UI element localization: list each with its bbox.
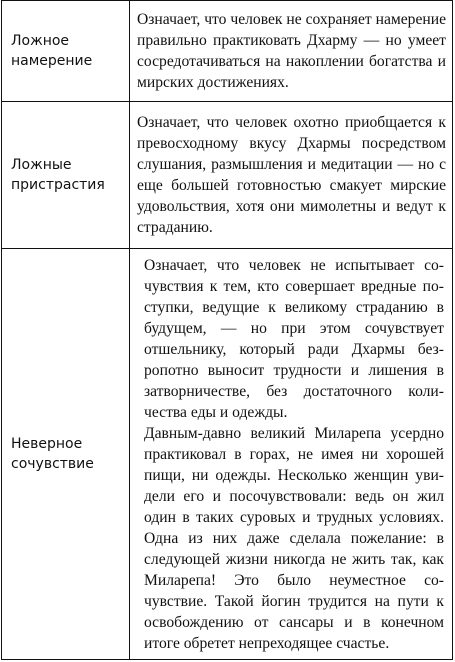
description-cell: Означает, что человек не сохраняет намерение правильно практиковать Дхарму — но умеет сосредотачиваться на накоплении богатства и мирских достижениях. bbox=[130, 1, 453, 102]
table-row bbox=[2, 1, 453, 102]
term-cell: Ложные пристрастия bbox=[2, 102, 130, 249]
term-cell: Неверное сочувствие bbox=[2, 249, 130, 660]
story-paragraph: Давным-давно великий Миларепа усердно практиковал в горах, не имея ни хорошей пищи, ни одежды. Несколько женщин увидели его и посочувствовали: ведь он жил один в таких суровых и трудных условиях. Одна из них даже сделала пожелание: в следующей жизни никогда не жить так, как Миларепа! Это было неуместное сочувствие. Такой йогин трудится на пути к освобождению от сансары и в конечном итоге обретет непреходящее счастье. bbox=[144, 424, 444, 652]
description-paragraph: Означает, что человек не испытывает сочувствия к тем, кто совершает вредные поступки, ведущие к великому страданию в будущем, — но при этом сочувствует отшельнику, который ради Дхармы безропотно выносит трудности и лишения в затворничестве, без достаточного количества еды и одежды. bbox=[144, 256, 444, 421]
table-row bbox=[2, 102, 453, 249]
description-cell: Означает, что человек охотно приобщается к превосходному вкусу Дхармы посредством слушания, размышления и медитации — но с еще большей готовностью смакует мирские удовольствия, хотя они мимолетны и ведут к страданию. bbox=[130, 102, 453, 249]
term-cell: Ложное намерение bbox=[2, 1, 130, 102]
description-cell bbox=[130, 249, 453, 660]
table-row bbox=[2, 249, 453, 660]
definitions-table bbox=[1, 0, 453, 660]
